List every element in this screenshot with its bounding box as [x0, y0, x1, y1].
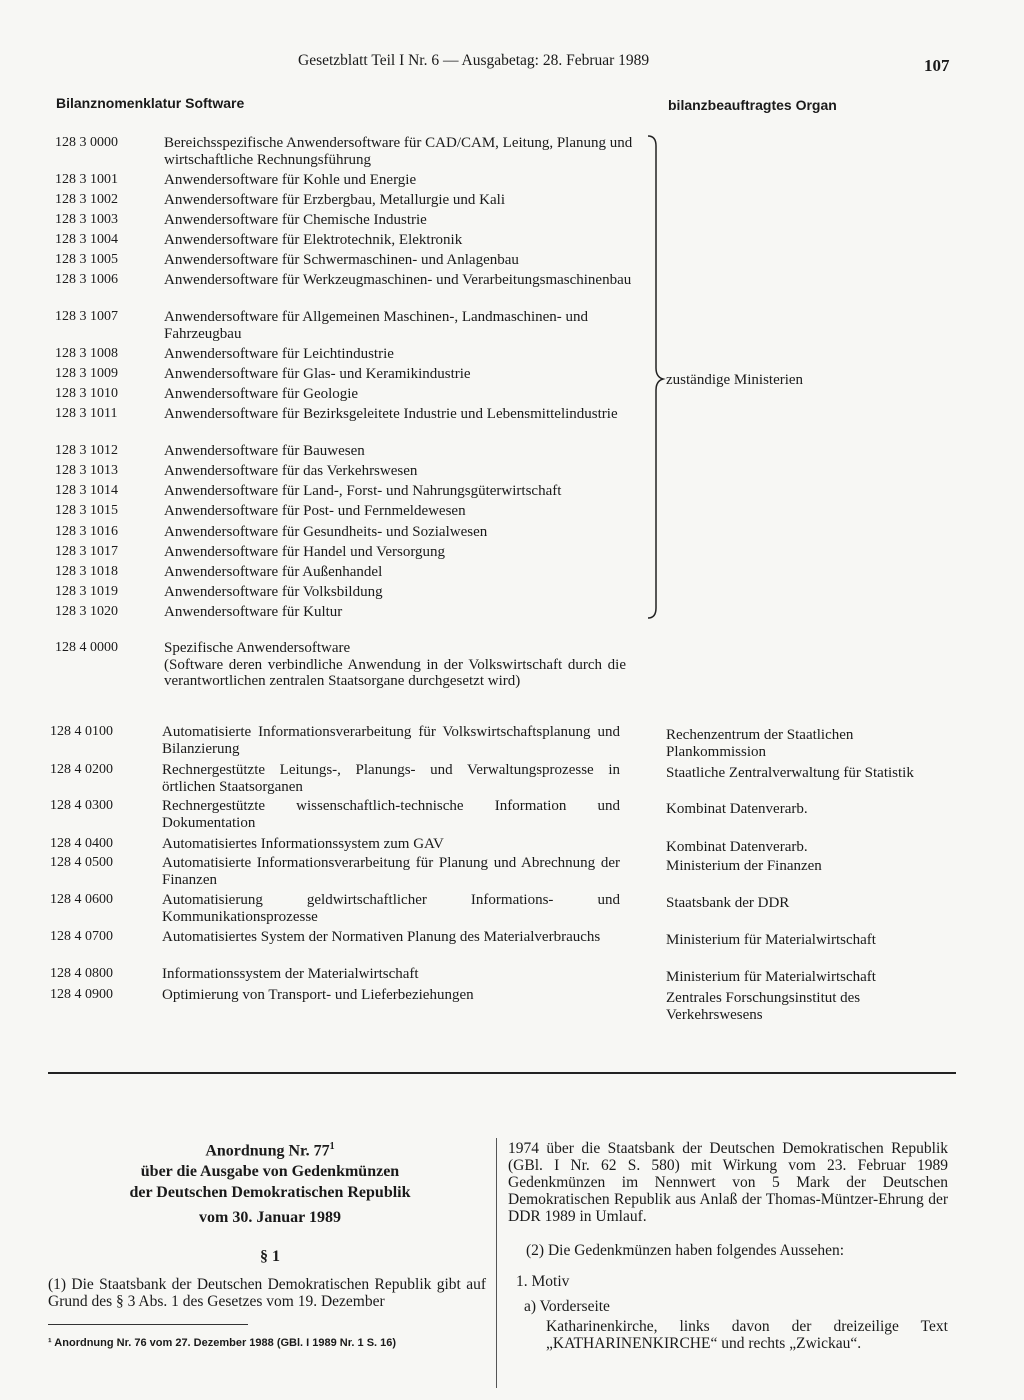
row-desc: Anwendersoftware für das Verkehrswesen [164, 463, 418, 479]
brace-icon [644, 134, 666, 620]
row-desc: Anwendersoftware für Kultur [164, 604, 343, 620]
row-desc: Automatisierung geldwirtschaftlicher Informations- und Kommunikationsprozesse [162, 892, 620, 925]
row-organ: Ministerium für Materialwirtschaft [666, 932, 876, 948]
row-code: 128 4 0000 [55, 640, 118, 655]
row-organ: Kombinat Datenverarb. [666, 801, 808, 817]
row-code: 128 3 1020 [55, 604, 118, 619]
row-desc: Anwendersoftware für Geologie [164, 386, 359, 402]
row-code: 128 4 0900 [50, 987, 113, 1002]
row-desc: Anwendersoftware für Erzbergbau, Metallurgie und Kali [164, 192, 505, 208]
row-note: (Software deren verbindliche Anwendung in der Volkswirtschaft durch die verantwortlichen zentralen Staatsorgane durchgesetzt wird) [164, 656, 626, 689]
row-organ: Kombinat Datenverarb. [666, 839, 808, 855]
row-organ: Rechenzentrum der Staatlichen Plankommission [666, 727, 854, 760]
row-desc: Anwendersoftware für Schwermaschinen- und Anlagenbau [164, 252, 519, 268]
paragraph-1: (1) Die Staatsbank der Deutschen Demokratischen Republik gibt auf Grund des § 3 Abs. 1 des Gesetzes vom 19. Dezember [48, 1276, 486, 1310]
row-code: 128 3 1015 [55, 503, 118, 518]
row-code: 128 4 0600 [50, 892, 113, 907]
row-desc: Anwendersoftware für Werkzeugmaschinen- und Verarbeitungsmaschinenbau [164, 272, 632, 288]
row-code: 128 4 0500 [50, 855, 113, 870]
row-desc: Optimierung von Transport- und Lieferbeziehungen [162, 987, 474, 1003]
right-paragraph-1: 1974 über die Staatsbank der Deutschen Demokratischen Republik (GBl. I Nr. 62 S. 580) mit Wirkung vom 23. Februar 1989 Gedenkmünzen im Nennwert von 5 Mark der Deutschen Demokratischen Republik aus Anlaß der Thomas-Müntzer-Ehrung der DDR 1989 in Umlauf. [508, 1140, 948, 1225]
row-desc: Bereichsspezifische Anwendersoftware für CAD/CAM, Leitung, Planung und wirtschaftliche Rechnungsführung [164, 135, 633, 168]
right-paragraph-2: (2) Die Gedenkmünzen haben folgendes Aussehen: [526, 1242, 845, 1259]
row-desc: Anwendersoftware für Post- und Fernmeldewesen [164, 503, 466, 519]
row-code: 128 3 1001 [55, 172, 118, 187]
row-code: 128 4 0100 [50, 724, 113, 739]
row-desc: Automatisiertes System der Normativen Planung des Materialverbrauchs [162, 929, 601, 945]
row-code: 128 3 1013 [55, 463, 118, 478]
anordnung-title-line2: über die Ausgabe von Gedenkmünzen [140, 1163, 400, 1181]
row-desc: Anwendersoftware für Außenhandel [164, 564, 383, 580]
row-code: 128 3 1010 [55, 386, 118, 401]
row-desc: Automatisierte Informationsverarbeitung für Planung und Abrechnung der Finanzen [162, 855, 620, 888]
footnote-rule [48, 1324, 248, 1325]
row-code: 128 4 0700 [50, 929, 113, 944]
row-desc: Anwendersoftware für Kohle und Energie [164, 172, 417, 188]
row-desc: Rechnergestützte wissenschaftlich-technische Information und Dokumentation [162, 798, 620, 831]
row-desc: Anwendersoftware für Handel und Versorgung [164, 544, 446, 560]
row-desc: Informationssystem der Materialwirtschaft [162, 966, 419, 982]
anordnung-title-line1: Anordnung Nr. 77 [205, 1142, 330, 1160]
row-organ: Staatliche Zentralverwaltung für Statistik [666, 765, 914, 781]
column-header-nomenclature: Bilanznomenklatur Software [56, 95, 245, 111]
row-code: 128 3 1004 [55, 232, 118, 247]
row-code: 128 4 0400 [50, 836, 113, 851]
row-desc: Automatisiertes Informationssystem zum GAV [162, 836, 444, 852]
vorderseite-text: Katharinenkirche, links davon der dreizeilige Text „KATHARINENKIRCHE“ und rechts „Zwickau“. [546, 1318, 948, 1352]
page-number: 107 [924, 56, 950, 75]
row-desc: Anwendersoftware für Volksbildung [164, 584, 383, 600]
row-code: 128 3 1007 [55, 309, 118, 324]
row-desc: Anwendersoftware für Bezirksgeleitete Industrie und Lebensmittelindustrie [164, 406, 618, 422]
section-divider [48, 1072, 956, 1074]
column-header-organ: bilanzbeauftragtes Organ [668, 97, 837, 113]
row-code: 128 3 1016 [55, 524, 118, 539]
row-desc: Anwendersoftware für Glas- und Keramikindustrie [164, 366, 471, 382]
row-desc: Automatisierte Informationsverarbeitung für Volkswirtschaftsplanung und Bilanzierung [162, 724, 620, 757]
row-desc: Anwendersoftware für Gesundheits- und Sozialwesen [164, 524, 488, 540]
row-desc: Anwendersoftware für Bauwesen [164, 443, 365, 459]
row-code: 128 3 1009 [55, 366, 118, 381]
row-code: 128 3 1018 [55, 564, 118, 579]
anordnung-title [80, 1136, 460, 1228]
organ-ministerien: zuständige Ministerien [666, 372, 804, 388]
footnote: ¹ Anordnung Nr. 76 vom 27. Dezember 1988 (GBl. I 1989 Nr. 1 S. 16) [48, 1337, 397, 1349]
list-item-vorderseite: a) Vorderseite [524, 1298, 610, 1315]
row-code: 128 4 0200 [50, 762, 113, 777]
row-desc: Anwendersoftware für Land-, Forst- und Nahrungsgüterwirtschaft [164, 483, 562, 499]
row-desc: Anwendersoftware für Allgemeinen Maschinen-, Landmaschinen- und Fahrzeugbau [164, 309, 589, 342]
row-organ: Ministerium der Finanzen [666, 858, 822, 874]
row-code: 128 3 1005 [55, 252, 118, 267]
row-organ: Ministerium für Materialwirtschaft [666, 969, 876, 985]
row-code: 128 3 0000 [55, 135, 118, 150]
row-code: 128 3 1017 [55, 544, 118, 559]
row-code: 128 3 1008 [55, 346, 118, 361]
row-desc: Rechnergestützte Leitungs-, Planungs- und Verwaltungsprozesse in örtlichen Staatsorganen [162, 762, 620, 795]
anordnung-date: vom 30. Januar 1989 [199, 1209, 341, 1227]
running-header: Gesetzblatt Teil I Nr. 6 — Ausgabetag: 28. Februar 1989 [298, 52, 650, 69]
row-code: 128 3 1019 [55, 584, 118, 599]
row-code: 128 3 1006 [55, 272, 118, 287]
anordnung-title-line3: der Deutschen Demokratischen Republik [129, 1184, 411, 1202]
row-desc: Anwendersoftware für Leichtindustrie [164, 346, 394, 362]
row-desc: Anwendersoftware für Chemische Industrie [164, 212, 427, 228]
row-code: 128 3 1002 [55, 192, 118, 207]
footnote-marker: 1 [329, 1141, 335, 1152]
row-code: 128 4 0800 [50, 966, 113, 981]
row-code: 128 3 1012 [55, 443, 118, 458]
row-organ: Staatsbank der DDR [666, 895, 790, 911]
row-desc: Spezifische Anwendersoftware [164, 640, 351, 656]
row-code: 128 3 1014 [55, 483, 118, 498]
row-code: 128 3 1011 [55, 406, 118, 421]
section-heading: § 1 [260, 1248, 280, 1265]
row-code: 128 4 0300 [50, 798, 113, 813]
row-organ: Zentrales Forschungsinstitut des Verkehrswesens [666, 990, 861, 1023]
row-code: 128 3 1003 [55, 212, 118, 227]
column-divider [496, 1138, 497, 1388]
row-desc: Anwendersoftware für Elektrotechnik, Elektronik [164, 232, 463, 248]
list-item-motiv: 1. Motiv [516, 1273, 570, 1290]
